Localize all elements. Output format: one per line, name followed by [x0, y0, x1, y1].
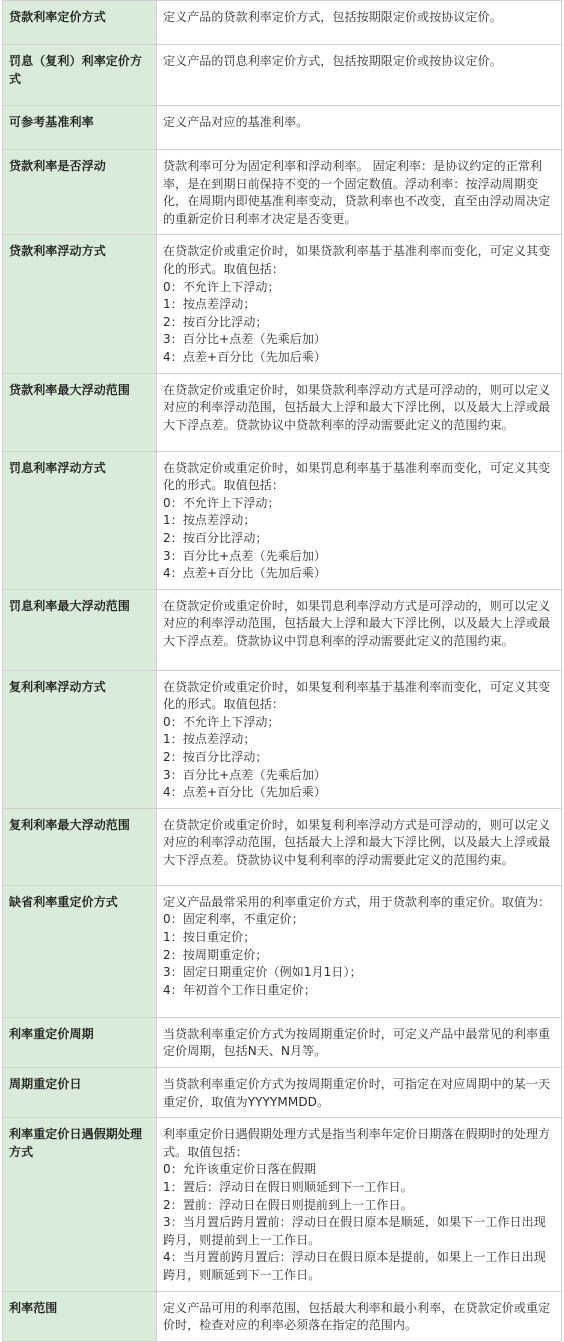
spec-table: [2, 0, 562, 1342]
field-description-cell: [157, 373, 562, 451]
description-line: 3：百分比+点差（先乘后加）: [163, 332, 327, 347]
table-row: [3, 885, 562, 1017]
field-description-cell: [157, 45, 562, 106]
description-line: 在贷款定价或重定价时，如果贷款利率浮动方式是可浮动的，则可以定义对应的利率浮动范围，包括最大上浮和最大下浮比例，以及最大上浮或最大下浮点差。贷款协议中贷款利率的浮动需要此定义的范围约束。: [163, 382, 551, 432]
description-line: 2：按百分比浮动；: [163, 750, 268, 765]
description-line: 在贷款定价或重定价时，如果罚息利率基于基准利率而变化，可定义其变化的形式。取值包括：: [163, 460, 551, 493]
field-name-cell: 罚息利率最大浮动范围: [3, 589, 157, 670]
field-name-cell: 利率范围: [3, 1291, 157, 1341]
field-name-cell: 复利利率最大浮动范围: [3, 808, 157, 885]
field-name-cell: 利率重定价日遇假期处理方式: [3, 1118, 157, 1291]
description-line: 1：按点差浮动；: [163, 297, 256, 312]
field-description-cell: [157, 1291, 562, 1341]
description-line: 4：点差+百分比（先加后乘）: [163, 349, 327, 364]
description-line: 3：当月置后跨月置前：浮动日在假日原本是顺延，如果下一工作日出现跨月，则提前到上一工作日。: [163, 1215, 546, 1247]
description-line: 当贷款利率重定价方式为按周期重定价时，可指定在对应周期中的某一天重定价，取值为YYYYMMDD。: [163, 1077, 551, 1109]
description-line: 1：按点差浮动；: [163, 732, 256, 747]
description-line: 4：点差+百分比（先加后乘）: [163, 566, 327, 581]
description-line: 2：置前：浮动日在假日则提前到上一工作日。: [163, 1197, 413, 1212]
description-line: 3：百分比+点差（先乘后加）: [163, 767, 327, 782]
table-row: [3, 235, 562, 373]
table-row: [3, 373, 562, 451]
field-description-cell: [157, 235, 562, 373]
description-line: 在贷款定价或重定价时，如果复利利率基于基准利率而变化，可定义其变化的形式。取值包括：: [163, 679, 551, 712]
field-name-cell: 复利利率浮动方式: [3, 670, 157, 808]
description-line: 3：固定日期重定价（例如1月1日）；: [163, 965, 362, 980]
description-line: 定义产品最常采用的利率重定价方式，用于贷款利率的重定价。取值为：: [163, 894, 551, 909]
description-line: 3：百分比+点差（先乘后加）: [163, 548, 327, 563]
description-line: 2：按周期重定价；: [163, 947, 268, 962]
description-line: 4：年初首个工作日重定价；: [163, 982, 316, 997]
table-row: [3, 150, 562, 235]
field-description-cell: [157, 670, 562, 808]
field-description-cell: [157, 808, 562, 885]
table-row: [3, 451, 562, 589]
field-name-cell: 贷款利率定价方式: [3, 1, 157, 45]
field-description-cell: [157, 451, 562, 589]
description-line: 0：不允许上下浮动；: [163, 714, 280, 729]
table-row: [3, 1118, 562, 1291]
description-line: 4：点差+百分比（先加后乘）: [163, 785, 327, 800]
field-description-cell: [157, 1068, 562, 1118]
description-line: 定义产品对应的基准利率。: [163, 115, 309, 129]
description-line: 在贷款定价或重定价时，如果贷款利率基于基准利率而变化，可定义其变化的形式。取值包括：: [163, 244, 551, 276]
field-description-cell: [157, 885, 562, 1017]
field-name-cell: 周期重定价日: [3, 1068, 157, 1118]
field-description-cell: [157, 589, 562, 670]
table-row: [3, 1068, 562, 1118]
description-line: 4：当月置前跨月置后：浮动日在假日原本是提前，如果上一工作日出现跨月，则顺延到下一工作日。: [163, 1250, 546, 1282]
field-description-cell: [157, 150, 562, 235]
description-line: 在贷款定价或重定价时，如果复利利率浮动方式是可浮动的，则可以定义对应的利率浮动范围，包括最大上浮和最大下浮比例，以及最大上浮或最大下浮点差。贷款协议中复利利率的浮动需要此定义的范围约束。: [163, 817, 551, 868]
field-name-cell: 利率重定价周期: [3, 1017, 157, 1067]
field-name-cell: 缺省利率重定价方式: [3, 885, 157, 1017]
field-description-cell: [157, 1017, 562, 1067]
description-line: 0：不允许上下浮动；: [163, 495, 280, 510]
table-row: [3, 1, 562, 45]
table-row: [3, 670, 562, 808]
field-description-cell: [157, 1, 562, 45]
field-name-cell: 贷款利率最大浮动范围: [3, 373, 157, 451]
field-name-cell: 贷款利率浮动方式: [3, 235, 157, 373]
description-line: 2：按百分比浮动；: [163, 530, 268, 545]
table-row: [3, 45, 562, 106]
description-line: 1：置后：浮动日在假日则顺延到下一工作日。: [163, 1180, 413, 1194]
field-name-cell: 可参考基准利率: [3, 106, 157, 150]
spec-table-body: [3, 1, 562, 1342]
description-line: 2：按百分比浮动；: [163, 314, 268, 329]
field-name-cell: 罚息利率浮动方式: [3, 451, 157, 589]
field-name-cell: 罚息（复利）利率定价方式: [3, 45, 157, 106]
description-line: 1：按点差浮动；: [163, 513, 256, 528]
description-line: 利率重定价日遇假期处理方式是指当利率年定价日期落在假期时的处理方式。取值包括：: [163, 1127, 551, 1159]
description-line: 0：允许该重定价日落在假期: [163, 1162, 316, 1177]
description-line: 当贷款利率重定价方式为按周期重定价时，可定义产品中最常见的利率重定价周期，包括N天、N月等。: [163, 1026, 551, 1059]
description-line: 0：固定利率，不重定价；: [163, 912, 304, 927]
description-line: 1：按日重定价；: [163, 930, 256, 945]
table-row: [3, 106, 562, 150]
field-name-cell: 贷款利率是否浮动: [3, 150, 157, 235]
description-line: 定义产品的贷款利率定价方式，包括按期限定价或按协议定价。: [163, 10, 502, 24]
table-row: [3, 1017, 562, 1067]
table-row: [3, 589, 562, 670]
description-line: 定义产品可用的利率范围，包括最大利率和最小利率，在贷款定价或重定价时，检查对应的利率必须落在指定的范围内。: [163, 1300, 551, 1333]
table-row: [3, 1291, 562, 1341]
description-line: 贷款利率可分为固定利率和浮动利率。 固定利率：是协议约定的正常利率，是在到期日前保持不变的一个固定数值。浮动利率：按浮动周期变化，在周期内即使基准利率变动，贷款利率也不改变，直至由浮动周决定的重新定价日利率才决定是否变更。: [163, 159, 551, 226]
table-row: [3, 808, 562, 885]
field-description-cell: [157, 1118, 562, 1291]
description-line: 定义产品的罚息利率定价方式，包括按期限定价或按协议定价。: [163, 54, 502, 68]
description-line: 0：不允许上下浮动；: [163, 279, 280, 294]
description-line: 在贷款定价或重定价时，如果罚息利率浮动方式是可浮动的，则可以定义对应的利率浮动范围，包括最大上浮和最大下浮比例，以及最大上浮或最大下浮点差。贷款协议中罚息利率的浮动需要此定义的范围约束。: [163, 598, 551, 648]
field-description-cell: [157, 106, 562, 150]
